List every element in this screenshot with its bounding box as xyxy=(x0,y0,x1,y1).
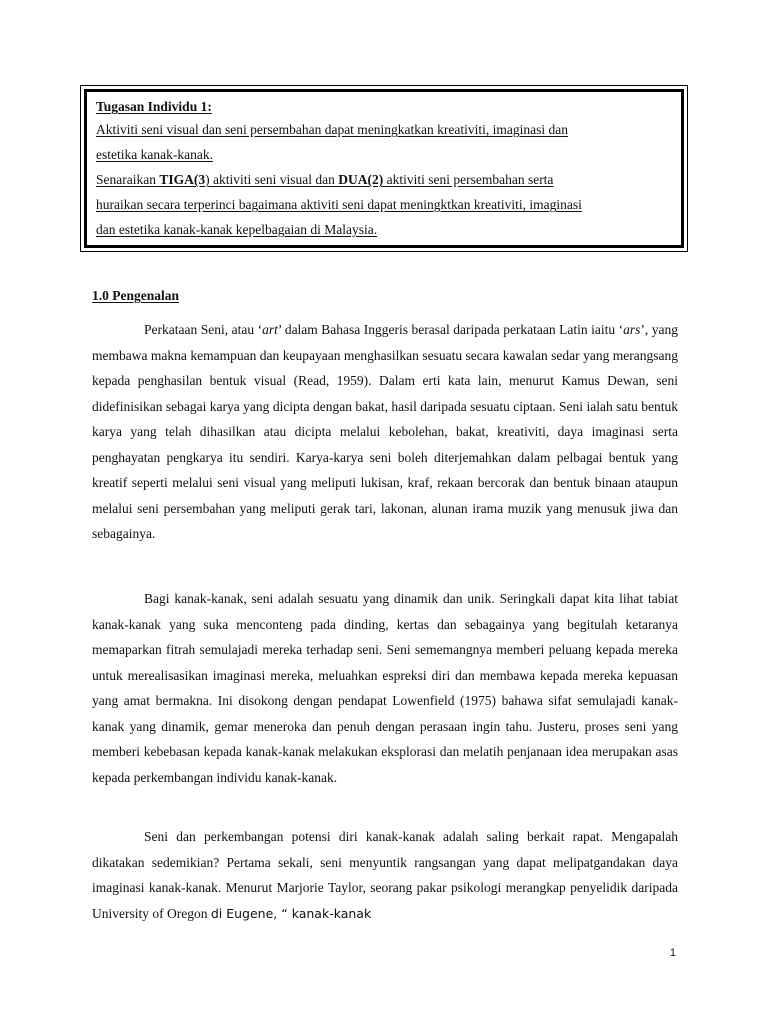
paragraph-1-text-e: ’, yang membawa makna kemampuan dan keupayaan menghasilkan sesuatu secara kawalan sedar yang merangsang kepada penghasilan bentuk visual (Read, 1959). Dalam erti kata lain, menurut Kamus Dewan, seni didefinisikan sebagai karya yang dicipta dengan bakat, hasil daripada sesuatu ciptaan. Seni ialah satu bentuk karya yang telah dihasilkan atau dicipta melalui kebolehan, bakat, kreativiti, daya imaginasi serta penghayatan pengkarya itu sendiri. Karya-karya seni boleh diterjemahkan dalam pelbagai bentuk yang kreatif seperti melalui seni visual yang meliputi lukisan, kraf, rekaan bercorak dan bentuk binaan ataupun melalui seni persembahan yang meliputi gerak tari, lakonan, alunan irama muzik yang menusuk jiwa dan sebagainya. xyxy=(92,322,678,541)
paragraph-1-art-term: art xyxy=(262,322,278,337)
assignment-box-inner xyxy=(84,89,684,248)
assignment-line-3-text-c: ) xyxy=(205,172,210,187)
assignment-line-3 xyxy=(96,167,681,192)
assignment-line-3-text-d: aktiviti seni visual dan xyxy=(209,172,339,187)
assignment-title: Tugasan Individu 1: xyxy=(96,99,212,114)
assignment-box xyxy=(80,85,688,252)
assignment-line-2: estetika kanak-kanak. xyxy=(96,147,213,162)
paragraph-3-text-a: Seni dan perkembangan potensi diri kanak-kanak adalah saling berkait rapat. Mengapalah dikatakan sedemikian? Pertama sekali, seni menyuntik rangsangan yang dapat melipatgandakan daya imaginasi kanak-kanak. Menurut Marjorie Taylor, seorang pakar psikologi merangkap penyelidik daripada University of Oregon xyxy=(92,829,678,921)
paragraph-1 xyxy=(92,317,678,547)
assignment-line-3-dua: DUA(2) xyxy=(338,172,384,187)
paragraph-3 xyxy=(92,824,678,926)
assignment-line-3-text-f: aktiviti seni persembahan serta xyxy=(383,172,554,187)
assignment-line-1: Aktiviti seni visual dan seni persembahan dapat meningkatkan kreativiti, imaginasi dan xyxy=(96,122,569,137)
paragraph-3-text-b: di Eugene, “ kanak-kanak xyxy=(210,905,372,921)
paragraph-2: Bagi kanak-kanak, seni adalah sesuatu yang dinamik dan unik. Seringkali dapat kita lihat tabiat kanak-kanak yang suka menconteng pada dinding, kertas dan sebagainya yang begitulah ketaranya memaparkan fitrah semulajadi mereka terhadap seni. Seni sememangnya memberi peluang kepada mereka untuk merealisasikan imaginasi mereka, meluahkan espreksi diri dan membawa kepada mereka kepuasan yang amat bermakna. Ini disokong dengan pendapat Lowenfield (1975) bahawa sifat semulajadi kanak-kanak yang dinamik, gemar meneroka dan penuh dengan perasaan ingin tahu. Justeru, proses seni yang memberi kebebasan kepada kanak-kanak melakukan eksplorasi dan melatih penjanaan idea merupakan asas kepada perkembangan individu kanak-kanak. xyxy=(92,591,678,785)
paragraph-1-text-c: ’ dalam Bahasa Inggeris berasal daripada perkataan Latin iaitu ‘ xyxy=(277,322,624,337)
paragraph-1-text-a: Perkataan Seni, atau ‘ xyxy=(144,322,263,337)
section-heading: 1.0 Pengenalan xyxy=(92,288,180,303)
assignment-line-3-tiga: TIGA(3 xyxy=(159,172,206,187)
page-number: 1 xyxy=(669,947,676,959)
assignment-line-4: huraikan secara terperinci bagaimana aktiviti seni dapat meningktkan kreativiti, imaginasi xyxy=(96,197,582,212)
paragraph-1-ars-term: ars xyxy=(623,322,641,337)
assignment-line-5: dan estetika kanak-kanak kepelbagaian di Malaysia. xyxy=(96,222,378,237)
assignment-line-3-text-a: Senaraikan xyxy=(96,172,160,187)
